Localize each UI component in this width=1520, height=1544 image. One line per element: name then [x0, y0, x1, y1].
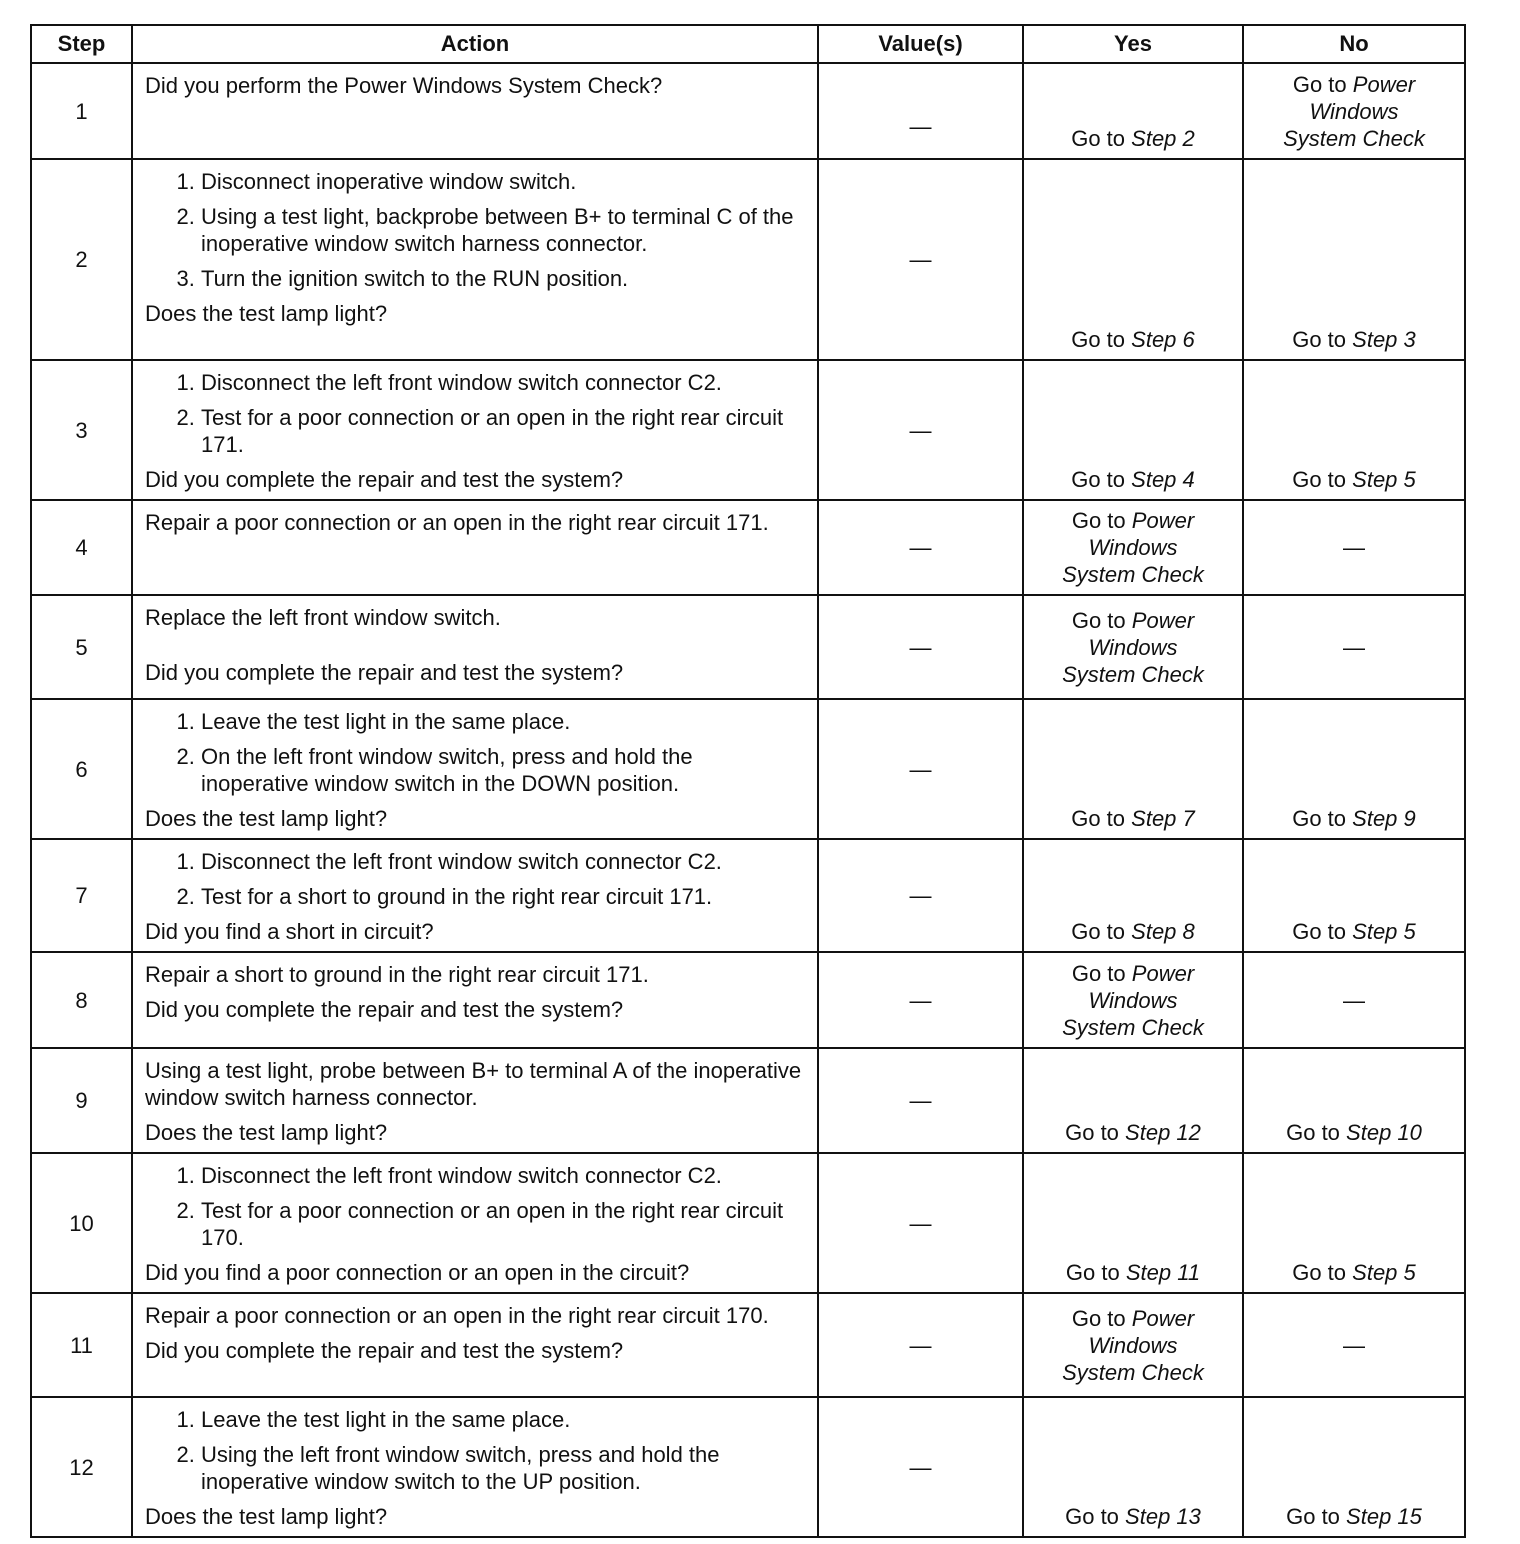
- goto-label: Go to: [1065, 1504, 1119, 1529]
- value-cell: [818, 1293, 1023, 1397]
- action-question: Did you complete the repair and test the system?: [145, 997, 624, 1022]
- action-cell: [132, 1293, 818, 1397]
- action-item: 1. Leave the test light in the same place.: [201, 708, 805, 735]
- goto-step-link[interactable]: Step 10: [1346, 1120, 1422, 1145]
- value-cell: [818, 159, 1023, 360]
- value-cell: [818, 1397, 1023, 1537]
- goto-step-link[interactable]: Step 11: [1125, 1260, 1201, 1285]
- dash: —: [909, 883, 932, 908]
- goto-power-windows-link[interactable]: Windows: [1088, 535, 1178, 560]
- dash: —: [909, 1210, 932, 1236]
- table-row-step-6: [31, 699, 1465, 839]
- action-cell: [132, 360, 818, 500]
- value-cell: [818, 1048, 1023, 1153]
- goto-power-windows-link[interactable]: Power: [1352, 72, 1416, 97]
- dash: —: [909, 756, 932, 782]
- no-cell: [1243, 1397, 1465, 1537]
- goto-step-link[interactable]: Step 7: [1131, 806, 1195, 831]
- goto-power-windows-link[interactable]: System Check: [1062, 1359, 1204, 1385]
- yes-cell: [1023, 1397, 1243, 1537]
- goto-label: Go to: [1071, 607, 1126, 633]
- action-list: [145, 369, 805, 458]
- goto-label: Go to: [1071, 327, 1126, 352]
- action-item: 2. Test for a poor connection or an open in the right rear circuit 171.: [201, 404, 805, 458]
- goto-step-link[interactable]: Step 2: [1131, 126, 1195, 151]
- header-action: Action: [132, 25, 818, 63]
- header-row: [31, 25, 1465, 63]
- action-list: [145, 168, 805, 292]
- action-item: 2. On the left front window switch, press and hold the inoperative window switch in the DOWN position.: [201, 743, 805, 797]
- goto-power-windows-link[interactable]: System Check: [1062, 661, 1204, 687]
- action-text: Repair a poor connection or an open in the right rear circuit 171.: [145, 510, 769, 535]
- dash: —: [909, 1454, 932, 1480]
- action-item: 3. Turn the ignition switch to the RUN position.: [201, 265, 805, 292]
- goto-step-link[interactable]: Step 5: [1352, 919, 1416, 944]
- no-cell: [1243, 360, 1465, 500]
- action-cell: [132, 839, 818, 952]
- step-number: 12: [31, 1397, 132, 1537]
- table-row-step-2: [31, 159, 1465, 360]
- goto-label: Go to: [1071, 806, 1126, 831]
- no-cell: [1243, 839, 1465, 952]
- step-number: 4: [31, 500, 132, 595]
- goto-power-windows-link[interactable]: Power: [1131, 607, 1195, 633]
- goto-label: Go to: [1071, 126, 1126, 151]
- action-question: Does the test lamp light?: [145, 806, 388, 831]
- header-yes: Yes: [1023, 25, 1243, 63]
- dash: —: [1343, 634, 1365, 660]
- no-cell: [1243, 1153, 1465, 1293]
- dash: —: [1343, 535, 1365, 560]
- action-item: 2. Using the left front window switch, press and hold the inoperative window switch to the UP position.: [201, 1441, 805, 1495]
- header-no: No: [1243, 25, 1465, 63]
- action-cell: [132, 63, 818, 159]
- table-row-step-10: [31, 1153, 1465, 1293]
- goto-label: Go to: [1286, 1504, 1340, 1529]
- header-step: Step: [31, 25, 132, 63]
- table-row-step-5: [31, 595, 1465, 699]
- action-list: [145, 1162, 805, 1251]
- goto-label: Go to: [1071, 960, 1126, 986]
- header-values: Value(s): [818, 25, 1023, 63]
- step-number: 2: [31, 159, 132, 360]
- goto-label: Go to: [1071, 508, 1126, 533]
- goto-label: Go to: [1292, 1260, 1347, 1285]
- goto-power-windows-link[interactable]: Windows: [1088, 634, 1178, 660]
- action-cell: [132, 500, 818, 595]
- goto-power-windows-link[interactable]: System Check: [1062, 1014, 1204, 1040]
- goto-label: Go to: [1292, 72, 1347, 97]
- action-item: 2. Test for a poor connection or an open in the right rear circuit 170.: [201, 1197, 805, 1251]
- action-text: Did you perform the Power Windows System Check?: [145, 73, 663, 98]
- step-number: 7: [31, 839, 132, 952]
- action-cell: [132, 952, 818, 1048]
- no-cell: [1243, 1048, 1465, 1153]
- table-row-step-12: [31, 1397, 1465, 1537]
- dash: —: [909, 1332, 932, 1358]
- dash: —: [909, 987, 932, 1013]
- yes-cell: [1023, 1153, 1243, 1293]
- yes-cell: [1023, 699, 1243, 839]
- step-number: 6: [31, 699, 132, 839]
- no-cell: [1243, 1293, 1465, 1397]
- no-cell: [1243, 952, 1465, 1048]
- step-number: 3: [31, 360, 132, 500]
- action-question: Did you complete the repair and test the system?: [145, 467, 624, 492]
- action-item: 2. Test for a short to ground in the right rear circuit 171.: [201, 883, 805, 910]
- goto-step-link[interactable]: Step 5: [1352, 1260, 1416, 1285]
- table-row-step-9: [31, 1048, 1465, 1153]
- goto-label: Go to: [1071, 1305, 1126, 1331]
- action-question: Did you complete the repair and test the system?: [145, 1338, 624, 1363]
- goto-power-windows-link[interactable]: Power: [1131, 508, 1195, 533]
- action-text: Repair a poor connection or an open in the right rear circuit 170.: [145, 1303, 769, 1328]
- yes-cell: [1023, 595, 1243, 699]
- no-cell: [1243, 63, 1465, 159]
- goto-step-link[interactable]: Step 3: [1352, 327, 1416, 352]
- dash: —: [1343, 1332, 1365, 1358]
- action-cell: [132, 1153, 818, 1293]
- goto-label: Go to: [1065, 1120, 1119, 1145]
- table-row-step-8: [31, 952, 1465, 1048]
- spacer: [145, 631, 805, 659]
- action-question: Does the test lamp light?: [145, 301, 388, 326]
- dash: —: [909, 535, 932, 560]
- action-list: [145, 708, 805, 797]
- yes-cell: [1023, 159, 1243, 360]
- yes-cell: [1023, 1293, 1243, 1397]
- table-row-step-3: [31, 360, 1465, 500]
- value-cell: —: [818, 63, 1023, 159]
- yes-cell: [1023, 500, 1243, 595]
- goto-label: Go to: [1286, 1120, 1340, 1145]
- action-text: Repair a short to ground in the right rear circuit 171.: [145, 962, 649, 987]
- value-cell: [818, 839, 1023, 952]
- goto-power-windows-link[interactable]: Windows: [1088, 987, 1178, 1013]
- no-cell: [1243, 500, 1465, 595]
- goto-power-windows-link[interactable]: System Check: [1283, 126, 1425, 151]
- action-cell: [132, 159, 818, 360]
- action-question: Did you complete the repair and test the system?: [145, 660, 624, 685]
- value-cell: [818, 1153, 1023, 1293]
- table-row-step-7: [31, 839, 1465, 952]
- goto-power-windows-link[interactable]: Power: [1131, 960, 1195, 986]
- action-question: Does the test lamp light?: [145, 1504, 388, 1529]
- no-cell: [1243, 699, 1465, 839]
- goto-label: Go to: [1065, 1260, 1120, 1285]
- goto-power-windows-link[interactable]: Power: [1131, 1305, 1195, 1331]
- goto-power-windows-link[interactable]: System Check: [1062, 562, 1204, 587]
- value-cell: [818, 952, 1023, 1048]
- step-number: 9: [31, 1048, 132, 1153]
- no-cell: [1243, 159, 1465, 360]
- action-cell: [132, 1048, 818, 1153]
- action-item: 1. Disconnect the left front window switch connector C2.: [201, 369, 805, 396]
- value-cell: [818, 360, 1023, 500]
- diagnostic-table: [30, 24, 1466, 1538]
- action-question: Does the test lamp light?: [145, 1120, 388, 1145]
- goto-step-link[interactable]: Step 5: [1352, 467, 1416, 492]
- table-row-step-1: [31, 63, 1465, 159]
- goto-step-link[interactable]: Step 6: [1131, 327, 1195, 352]
- action-item: 1. Leave the test light in the same place.: [201, 1406, 805, 1433]
- action-list: [145, 848, 805, 910]
- action-item: 1. Disconnect inoperative window switch.: [201, 168, 805, 195]
- action-question: Did you find a short in circuit?: [145, 919, 434, 944]
- action-text: Using a test light, probe between B+ to terminal A of the inoperative window switch harness connector.: [145, 1058, 802, 1110]
- action-question: Did you find a poor connection or an open in the circuit?: [145, 1260, 690, 1285]
- dash: —: [909, 247, 932, 272]
- goto-step-link[interactable]: Step 13: [1125, 1504, 1201, 1529]
- action-item: 1. Disconnect the left front window switch connector C2.: [201, 848, 805, 875]
- action-item: 1. Disconnect the left front window switch connector C2.: [201, 1162, 805, 1189]
- action-cell: [132, 595, 818, 699]
- step-number: 8: [31, 952, 132, 1048]
- action-cell: [132, 699, 818, 839]
- step-number: 5: [31, 595, 132, 699]
- goto-label: Go to: [1292, 919, 1347, 944]
- yes-cell: [1023, 360, 1243, 500]
- no-cell: [1243, 595, 1465, 699]
- action-cell: [132, 1397, 818, 1537]
- step-number: 10: [31, 1153, 132, 1293]
- goto-label: Go to: [1292, 806, 1347, 831]
- goto-label: Go to: [1292, 327, 1347, 352]
- dash: —: [909, 634, 932, 660]
- yes-cell: [1023, 63, 1243, 159]
- step-number: 11: [31, 1293, 132, 1397]
- goto-label: Go to: [1071, 919, 1126, 944]
- goto-step-link[interactable]: Step 9: [1352, 806, 1416, 831]
- goto-step-link[interactable]: Step 15: [1346, 1504, 1422, 1529]
- yes-cell: [1023, 952, 1243, 1048]
- table-row-step-4: [31, 500, 1465, 595]
- dash: —: [1343, 987, 1365, 1013]
- goto-step-link[interactable]: Step 12: [1125, 1120, 1201, 1145]
- goto-step-link[interactable]: Step 8: [1131, 919, 1195, 944]
- yes-cell: [1023, 839, 1243, 952]
- dash: —: [909, 1088, 932, 1113]
- dash: —: [909, 417, 932, 443]
- value-cell: [818, 699, 1023, 839]
- yes-cell: [1023, 1048, 1243, 1153]
- action-text: Replace the left front window switch.: [145, 605, 501, 630]
- goto-label: Go to: [1071, 467, 1126, 492]
- goto-step-link[interactable]: Step 4: [1131, 467, 1195, 492]
- action-item: 2. Using a test light, backprobe between B+ to terminal C of the inoperative window switch harness connector.: [201, 203, 805, 257]
- value-cell: [818, 595, 1023, 699]
- goto-power-windows-link[interactable]: Windows: [1088, 1332, 1178, 1358]
- action-list: [145, 1406, 805, 1495]
- value-cell: [818, 500, 1023, 595]
- goto-power-windows-link[interactable]: Windows: [1309, 99, 1399, 124]
- step-number: 1: [31, 63, 132, 159]
- table-row-step-11: [31, 1293, 1465, 1397]
- goto-label: Go to: [1292, 467, 1347, 492]
